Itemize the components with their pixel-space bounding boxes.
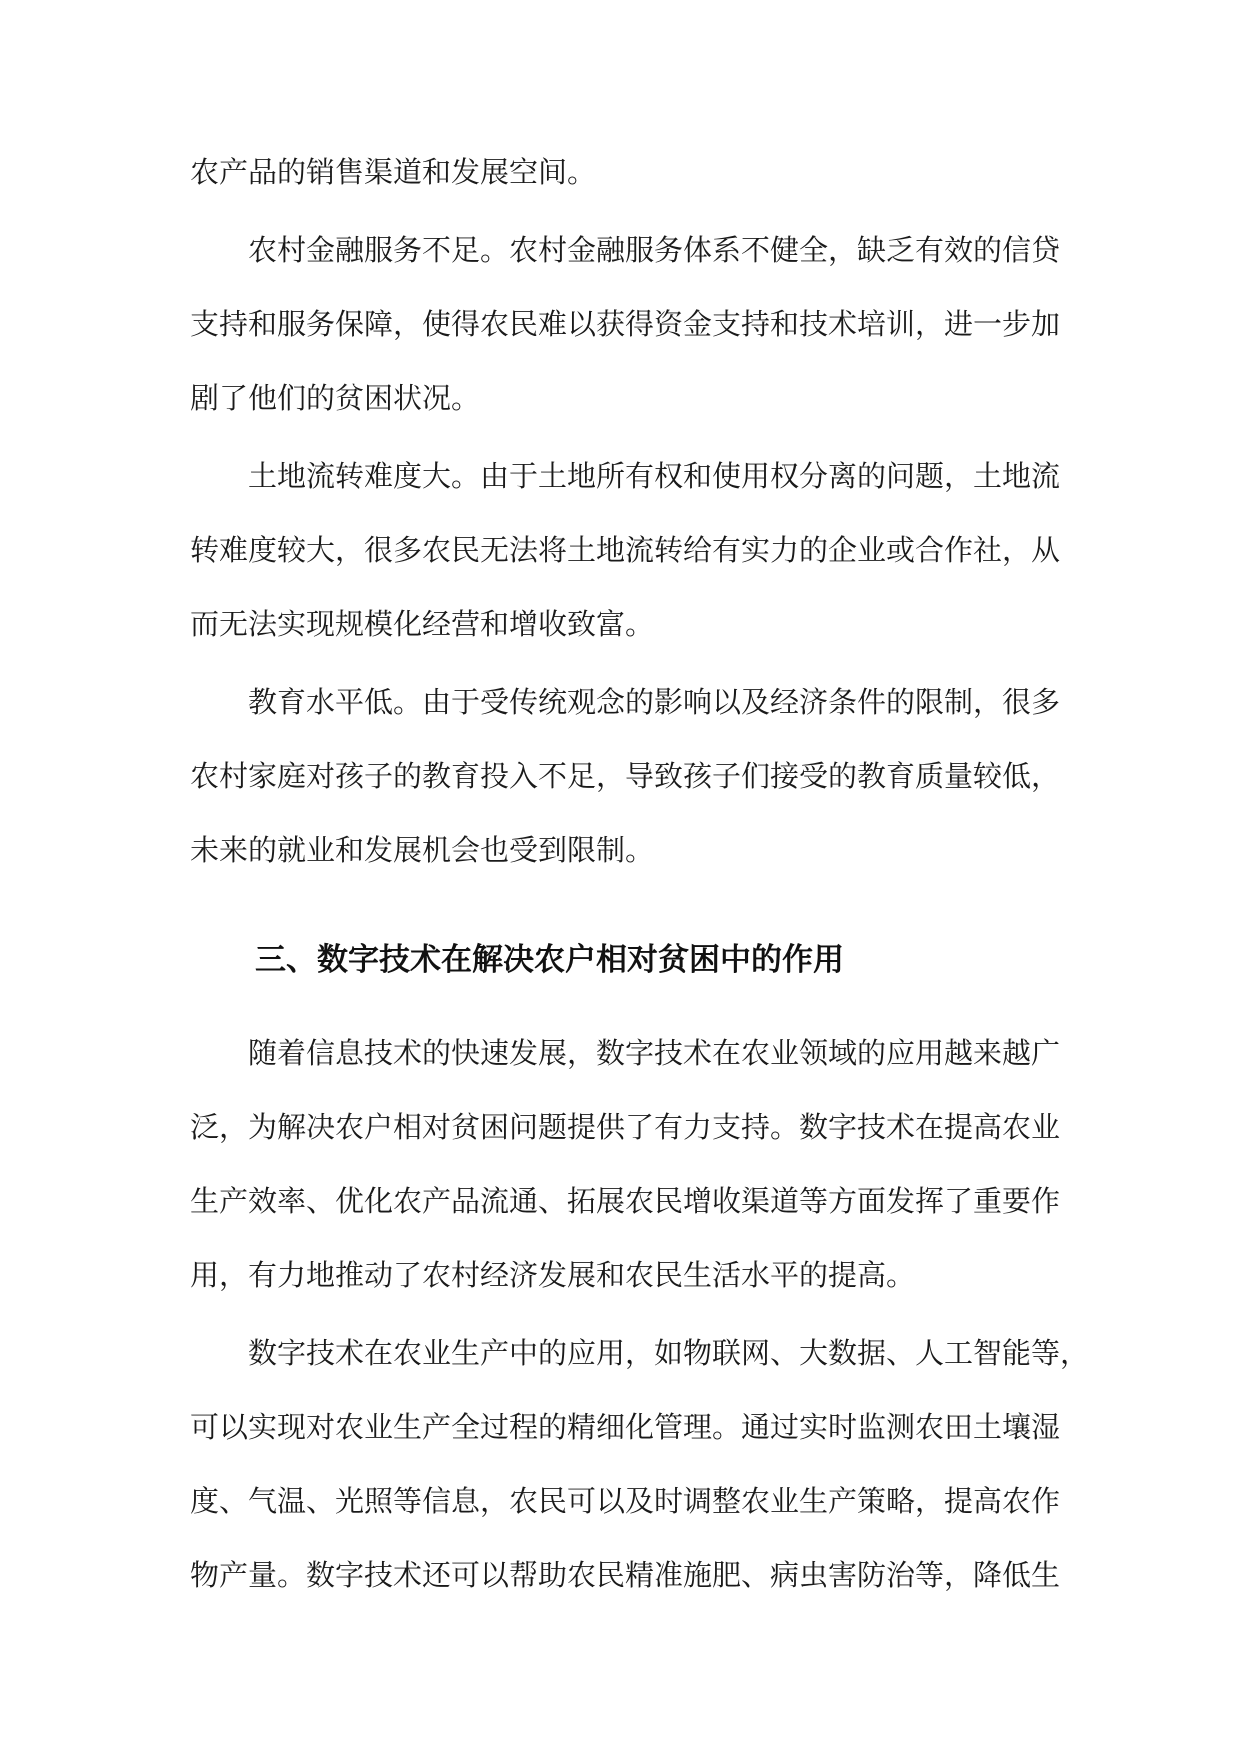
text-line: 随着信息技术的快速发展，数字技术在农业领域的应用越来越广 — [248, 1036, 1061, 1070]
text-line: 度、气温、光照等信息，农民可以及时调整农业生产策略，提高农作 — [190, 1484, 1061, 1518]
text-line: 农产品的销售渠道和发展空间。 — [190, 155, 597, 189]
text-line: 物产量。数字技术还可以帮助农民精准施肥、病虫害防治等，降低生 — [190, 1558, 1061, 1592]
text-line: 未来的就业和发展机会也受到限制。 — [190, 833, 655, 867]
section-heading: 三、数字技术在解决农户相对贫困中的作用 — [255, 942, 844, 978]
text-line: 生产效率、优化农产品流通、拓展农民增收渠道等方面发挥了重要作 — [190, 1184, 1061, 1218]
text-line: 数字技术在农业生产中的应用，如物联网、大数据、人工智能等， — [248, 1336, 1090, 1370]
text-line: 农村家庭对孩子的教育投入不足，导致孩子们接受的教育质量较低， — [190, 759, 1061, 793]
text-line: 而无法实现规模化经营和增收致富。 — [190, 607, 655, 641]
text-line: 泛，为解决农户相对贫困问题提供了有力支持。数字技术在提高农业 — [190, 1110, 1061, 1144]
text-line: 用，有力地推动了农村经济发展和农民生活水平的提高。 — [190, 1258, 916, 1292]
text-line: 剧了他们的贫困状况。 — [190, 381, 481, 415]
text-line: 土地流转难度大。由于土地所有权和使用权分离的问题，土地流 — [248, 459, 1061, 493]
text-line: 农村金融服务不足。农村金融服务体系不健全，缺乏有效的信贷 — [248, 233, 1061, 267]
text-line: 支持和服务保障，使得农民难以获得资金支持和技术培训，进一步加 — [190, 307, 1061, 341]
text-line: 可以实现对农业生产全过程的精细化管理。通过实时监测农田土壤湿 — [190, 1410, 1061, 1444]
text-line: 教育水平低。由于受传统观念的影响以及经济条件的限制，很多 — [248, 685, 1061, 719]
text-line: 转难度较大，很多农民无法将土地流转给有实力的企业或合作社，从 — [190, 533, 1061, 567]
